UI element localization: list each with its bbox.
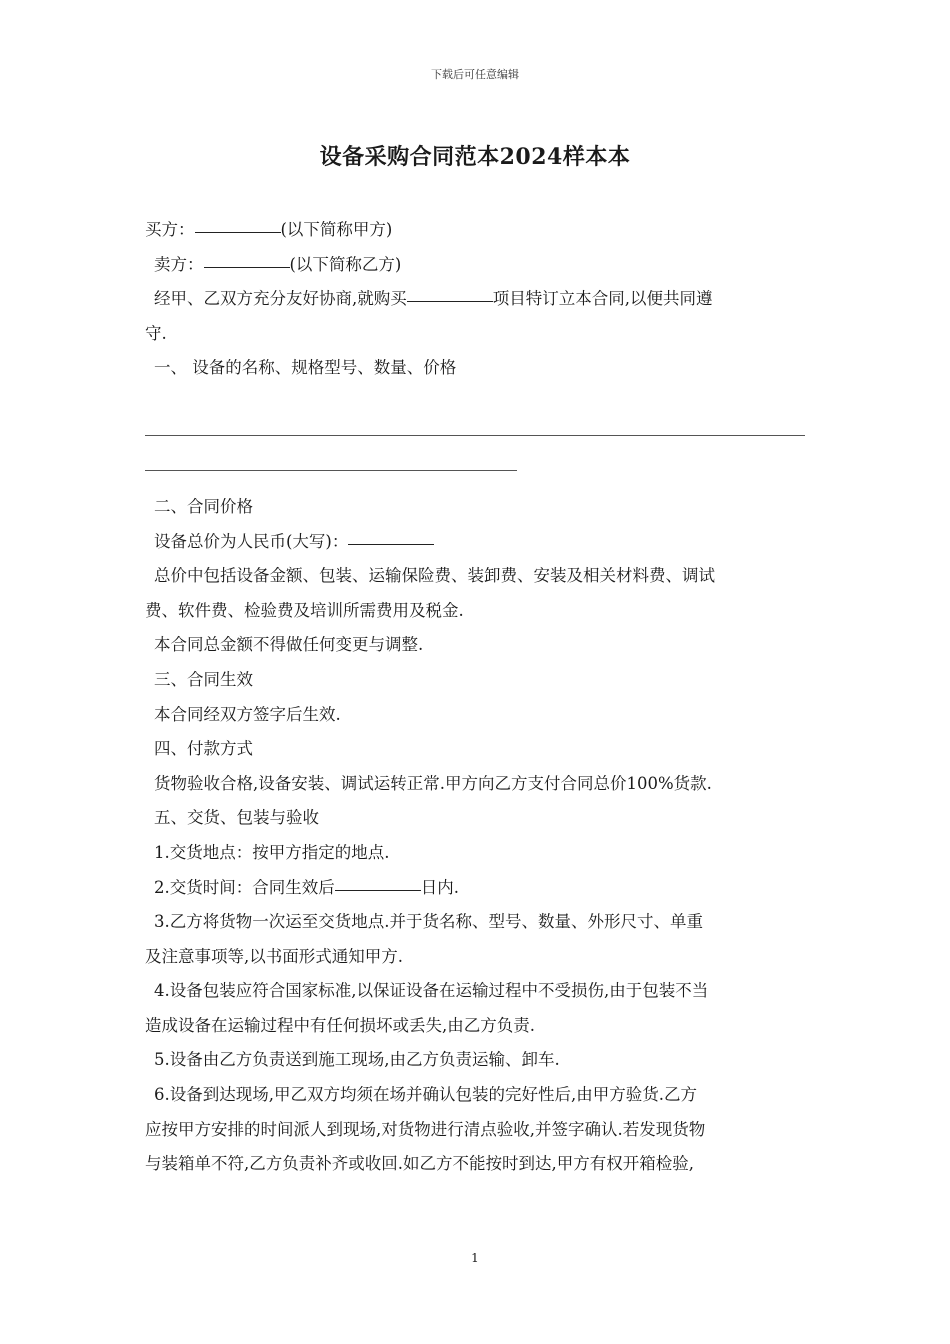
spacer [145, 386, 805, 420]
item-3-line-1: 3.乙方将货物一次运至交货地点.并于货名称、型号、数量、外形尺寸、单重 [154, 912, 703, 932]
section-2-title: 二、合同价格 [154, 496, 253, 516]
price-fixed: 本合同总金额不得做任何变更与调整. [154, 635, 424, 655]
item-6-line-3: 与装箱单不符,乙方负责补齐或收回.如乙方不能按时到达,甲方有权开箱检验, [145, 1154, 694, 1174]
seller-blank[interactable] [204, 266, 290, 268]
item-2: 2.交货时间：合同生效后 日内. [154, 877, 459, 897]
item-6-line-1: 6.设备到达现场,甲乙双方均须在场并确认包装的完好性后,由甲方验货.乙方 [154, 1085, 697, 1105]
item-3-line-2: 及注意事项等,以书面形式通知甲方. [145, 946, 403, 966]
document-title: 设备采购合同范本2024样本本 [319, 144, 631, 170]
section-5-title: 五、交货、包装与验收 [154, 808, 319, 828]
equipment-rule-1 [145, 420, 805, 455]
contract-body [145, 213, 805, 1182]
project-blank[interactable] [407, 300, 493, 302]
equipment-rule-2 [145, 455, 805, 490]
section-3-text: 本合同经双方签字后生效. [154, 704, 341, 724]
price-includes-1: 总价中包括设备金额、包装、运输保险费、装卸费、安装及相关材料费、调试 [154, 566, 715, 586]
price-includes-2: 费、软件费、检验费及培训所需费用及税金. [145, 600, 464, 620]
seller-line: 卖方： (以下简称乙方) [154, 254, 402, 274]
item-1: 1.交货地点：按甲方指定的地点. [154, 842, 390, 862]
buyer-blank[interactable] [195, 231, 281, 233]
header-note: 下载后可任意编辑 [431, 68, 519, 81]
item-4-line-1: 4.设备包装应符合国家标准,以保证设备在运输过程中不受损伤,由于包装不当 [154, 981, 709, 1001]
section-4-text: 货物验收合格,设备安装、调试运转正常.甲方向乙方支付合同总价100%货款. [154, 773, 712, 793]
section-3-title: 三、合同生效 [154, 669, 253, 689]
intro-paragraph-cont: 守. [145, 323, 167, 343]
section-4-title: 四、付款方式 [154, 739, 253, 759]
item-5: 5.设备由乙方负责送到施工现场,由乙方负责运输、卸车. [154, 1050, 560, 1070]
total-price-blank[interactable] [348, 543, 434, 545]
intro-paragraph: 经甲、乙双方充分友好协商,就购买 项目特订立本合同,以便共同遵 [154, 289, 713, 309]
page-number: 1 [471, 1251, 479, 1265]
item-4-line-2: 造成设备在运输过程中有任何损坏或丢失,由乙方负责. [145, 1015, 535, 1035]
total-price-line: 设备总价为人民币(大写)： [145, 525, 805, 560]
section-1-title: 一、 设备的名称、规格型号、数量、价格 [154, 358, 457, 378]
item-6-line-2: 应按甲方安排的时间派人到现场,对货物进行清点验收,并签字确认.若发现货物 [145, 1119, 706, 1139]
delivery-days-blank[interactable] [335, 889, 421, 891]
buyer-line: 买方： (以下简称甲方) [145, 220, 393, 239]
